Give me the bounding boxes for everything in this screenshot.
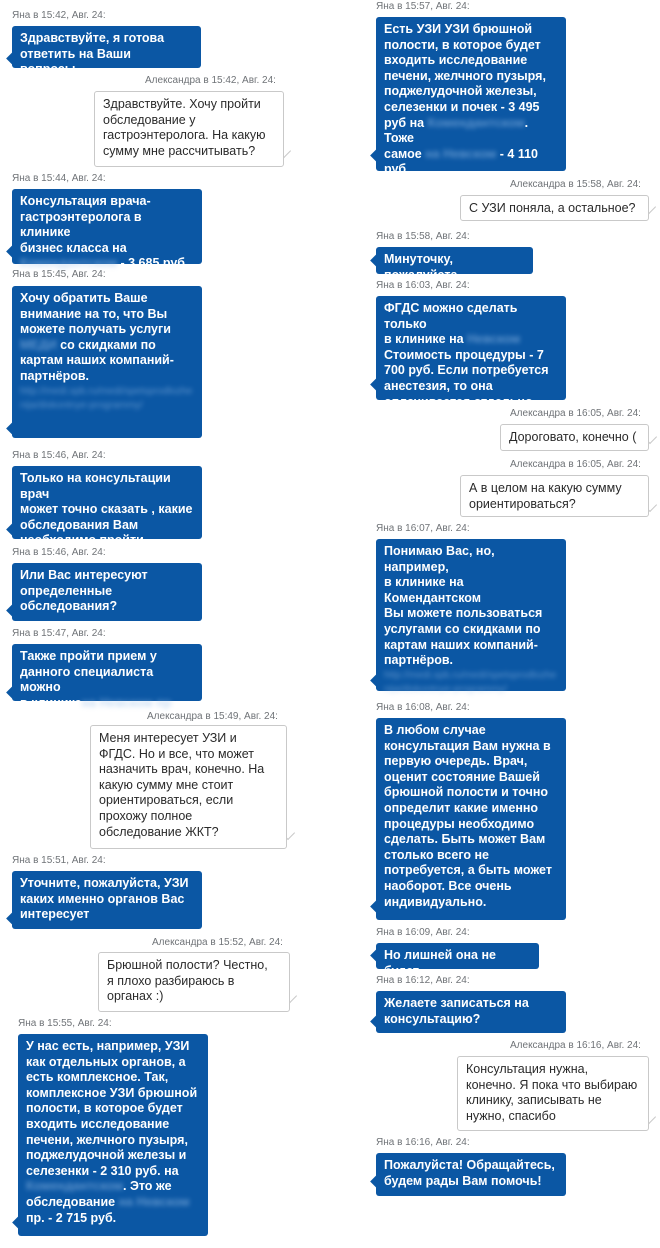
- message-meta: Александра в 15:58, Авг. 24:: [510, 179, 641, 190]
- message-meta: Яна в 15:51, Авг. 24:: [12, 855, 106, 866]
- message-meta: Яна в 15:42, Авг. 24:: [12, 10, 106, 21]
- message-meta: Яна в 15:55, Авг. 24:: [18, 1018, 112, 1029]
- message-meta: Александра в 16:05, Авг. 24:: [510, 459, 641, 470]
- message-bubble: Также пройти прием у данного специалиста можно в клиникена Невском пр.: [12, 644, 202, 701]
- message-bubble: ФГДС можно сделать только в клинике на Невском Стоимость процедуры - 7 700 руб. Если потребуется анестезия, то она оплачивается отдельно.: [376, 296, 566, 400]
- message-meta: Яна в 16:03, Авг. 24:: [376, 280, 470, 291]
- message-meta: Яна в 15:44, Авг. 24:: [12, 173, 106, 184]
- message-meta: Яна в 16:08, Авг. 24:: [376, 702, 470, 713]
- message-bubble: Дороговато, конечно (: [500, 424, 649, 451]
- message-meta: Яна в 15:46, Авг. 24:: [12, 450, 106, 461]
- message-bubble: Брюшной полости? Честно, я плохо разбираюсь в органах :): [98, 952, 290, 1012]
- message-meta: Яна в 16:16, Авг. 24:: [376, 1137, 470, 1148]
- message-meta: Яна в 16:09, Авг. 24:: [376, 927, 470, 938]
- message-bubble: С УЗИ поняла, а остальное?: [460, 195, 649, 221]
- message-bubble: Здравствуйте, я готова ответить на Ваши вопросы.: [12, 26, 201, 68]
- message-meta: Яна в 15:45, Авг. 24:: [12, 269, 106, 280]
- message-meta: Яна в 15:58, Авг. 24:: [376, 231, 470, 242]
- message-bubble: Уточните, пожалуйста, УЗИ каких именно органов Вас интересует: [12, 871, 202, 929]
- message-bubble: Здравствуйте. Хочу пройти обследование у гастроэнтеролога. На какую сумму мне рассчитывать?: [94, 91, 284, 167]
- message-bubble: Желаете записаться на консультацию?: [376, 991, 566, 1033]
- message-meta: Яна в 15:46, Авг. 24:: [12, 547, 106, 558]
- message-meta: Александра в 15:52, Авг. 24:: [152, 937, 283, 948]
- message-bubble: Консультация нужна, конечно. Я пока что выбираю клинику, записывать не нужно, спасибо: [457, 1056, 649, 1131]
- message-bubble: В любом случае консультация Вам нужна в первую очередь. Врач, оценит состояние Вашей брюшной полости и точно определит какие именно процедуры необходимо сделать. Быть может Вам столько всего не потребуется, а быть может наоборот. Все очень индивидуально.: [376, 718, 566, 920]
- message-bubble: Меня интересует УЗИ и ФГДС. Но и все, что может назначить врач, конечно. На какую сумму мне стоит ориентироваться, если прохожу полное обследование ЖКТ?: [90, 725, 287, 849]
- message-bubble: Пожалуйста! Обращайтесь, будем рады Вам помочь!: [376, 1153, 566, 1196]
- message-meta: Яна в 16:12, Авг. 24:: [376, 975, 470, 986]
- message-bubble: Понимаю Вас, но, например, в клинике на Комендантском Вы можете пользоваться услугами со скидками по картам наших компаний- партнёров. http://medi.spb.ru/medi/spetsprodlozhenija/diskontnye-programmy/: [376, 539, 566, 691]
- message-meta: Александра в 16:05, Авг. 24:: [510, 408, 641, 419]
- message-meta: Яна в 16:07, Авг. 24:: [376, 523, 470, 534]
- message-bubble: Минуточку, пожалуйста: [376, 247, 533, 274]
- message-meta: Яна в 15:47, Авг. 24:: [12, 628, 106, 639]
- message-bubble: Или Вас интересуют определенные обследования?: [12, 563, 202, 621]
- message-bubble: Консультация врача- гастроэнтеролога в клинике бизнес класса на Комендантском - 3 685 руб.: [12, 189, 202, 264]
- message-bubble: А в целом на какую сумму ориентироваться?: [460, 475, 649, 517]
- message-meta: Александра в 16:16, Авг. 24:: [510, 1040, 641, 1051]
- message-meta: Яна в 15:57, Авг. 24:: [376, 1, 470, 12]
- message-meta: Александра в 15:49, Авг. 24:: [147, 711, 278, 722]
- message-bubble: У нас есть, например, УЗИ как отдельных органов, а есть комплексное. Так, комплексное УЗИ брюшной полости, в которое будет входить исследование печени, желчного пузыря, поджелудочной железы и селезенки - 2 310 руб. на Комендантском. Это же обследование на Невском пр. - 2 715 руб.: [18, 1034, 208, 1236]
- message-meta: Александра в 15:42, Авг. 24:: [145, 75, 276, 86]
- message-bubble: Только на консультации врач может точно сказать , какие обследования Вам необходимо пройти.: [12, 466, 202, 539]
- message-bubble: Хочу обратить Ваше внимание на то, что Вы можете получать услуги МЕДИ со скидками по картам наших компаний- партнёров. http://medi.spb.ru/medi/spetsprodlozhenija/diskontnye-programmy/: [12, 286, 202, 438]
- message-bubble: Но лишней она не будет: [376, 943, 539, 969]
- message-bubble: Есть УЗИ УЗИ брюшной полости, в которое будет входить исследование печени, желчного пузыря, поджелудочной железы, селезенки и почек - 3 495 руб на Комендантском. Тоже самое на Невском - 4 110 руб.: [376, 17, 566, 171]
